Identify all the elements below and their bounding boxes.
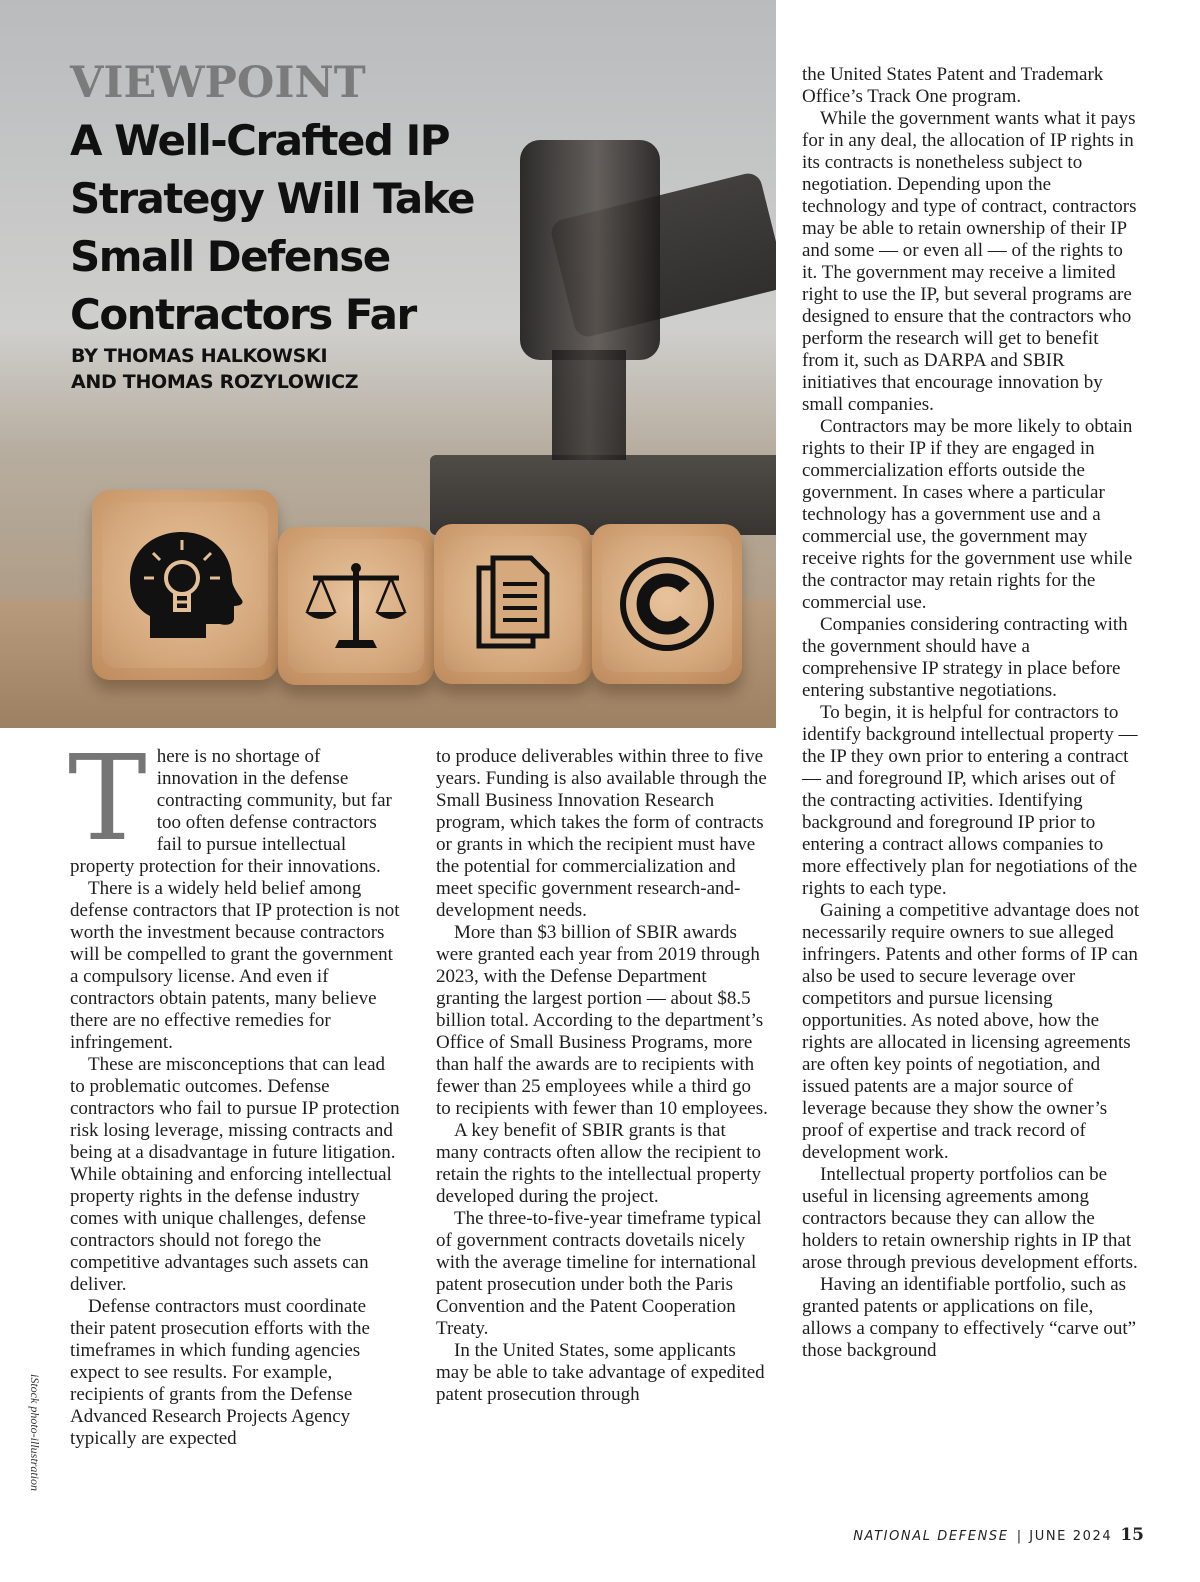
- lightbulb-head-icon: [120, 520, 250, 650]
- article-paragraph: A key benefit of SBIR grants is that many contracts often allow the recipient to retain the rights to the intellectual property developed during the project.: [436, 1120, 762, 1207]
- gavel-sound-block: [430, 455, 776, 535]
- wooden-cube-idea: [92, 490, 278, 680]
- article-paragraph: To begin, it is helpful for contractors to identify background intellectual property — the IP they own prior to entering a contract — and foreground IP, which arises out of the contracting activities. Identifying background and foreground IP prior to entering a contract allows companies to more effectively plan for negotiations of the rights to each type.: [802, 702, 1138, 899]
- scales-icon: [301, 556, 411, 656]
- byline: [71, 343, 358, 395]
- article-headline: A Well-Crafted IP Strategy Will Take Small Defense Contractors Far: [70, 116, 475, 339]
- copyright-icon: [615, 552, 719, 656]
- article-paragraph: the United States Patent and Trademark Office’s Track One program.: [802, 64, 1104, 107]
- footer-separator: |: [1016, 1529, 1022, 1544]
- wooden-cube-copyright: [592, 524, 742, 684]
- article-column-1: [68, 729, 402, 1450]
- byline-line: AND THOMAS ROZYLOWICZ: [71, 371, 359, 393]
- wooden-cube-justice: [278, 527, 434, 685]
- section-kicker: VIEWPOINT: [70, 58, 366, 108]
- article-paragraph: More than $3 billion of SBIR awards were granted each year from 2019 through 2023, with the Defense Department granting the largest portion — about $8.5 billion total. According to the department’s Office of Small Business Programs, more than half the awards are to recipients with fewer than 25 employees while a third go to recipients with fewer than 10 employees.: [436, 922, 768, 1119]
- article-paragraph: These are misconceptions that can lead to problematic outcomes. Defense contractors who fail to pursue IP protection risk losing leverage, missing contracts and being at a disadvantage in future litigation. While obtaining and enforcing intellectual property rights in the defense industry comes with unique challenges, defense contractors should not forego the competitive advantages such assets can deliver.: [70, 1054, 400, 1295]
- article-paragraph: In the United States, some applicants may be able to take advantage of expedited patent prosecution through: [436, 1340, 765, 1405]
- article-paragraph: Gaining a competitive advantage does not necessarily require owners to sue alleged infringers. Patents and other forms of IP can also be used to secure leverage over competitors and pursue licensing opportunities. As noted above, how the rights are allocated in licensing agreements are often key points of negotiation, and issued patents are a major source of leverage because they show the owner’s proof of expertise and track record of development work.: [802, 900, 1140, 1163]
- byline-line: BY THOMAS HALKOWSKI: [71, 345, 328, 367]
- page-number: 15: [1120, 1525, 1144, 1545]
- article-paragraph: There is a widely held belief among defense contractors that IP protection is not worth the investment because contractors will be compelled to grant the government a compulsory license. And even if contractors obtain patents, many believe there are no effective remedies for infringement.: [70, 878, 400, 1053]
- publication-name: NATIONAL DEFENSE: [853, 1529, 1009, 1544]
- article-paragraph: to produce deliverables within three to five years. Funding is also available through the Small Business Innovation Research program, which takes the form of contracts or grants in which the recipient must have the potential for commercialization and meet specific government research-and-development needs.: [436, 746, 767, 921]
- article-paragraph: Companies considering contracting with the government should have a comprehensive IP strategy in place before entering substantive negotiations.: [802, 614, 1128, 701]
- article-column-3: [802, 64, 1140, 1362]
- page-footer: [853, 1525, 1144, 1545]
- issue-date: JUNE 2024: [1029, 1529, 1113, 1544]
- document-icon: [473, 554, 553, 654]
- article-paragraph: Intellectual property portfolios can be useful in licensing agreements among contractors because they can allow the holders to retain ownership rights in IP that arose through previous development efforts.: [802, 1164, 1138, 1273]
- article-paragraph: Contractors may be more likely to obtain rights to their IP if they are engaged in commercialization efforts outside the government. In cases where a particular technology has a government use and a commercial use, the government may receive rights for the government use while the contractor may retain rights for the commercial use.: [802, 416, 1133, 613]
- hero-image: [0, 0, 776, 728]
- article-paragraph: There is no shortage of innovation in the defense contracting community, but far too often defense contractors fail to pursue intellectual property protection for their innovations.: [68, 729, 392, 877]
- article-column-2: [436, 746, 768, 1406]
- gavel-stem: [552, 350, 626, 460]
- article-paragraph: Having an identifiable portfolio, such as granted patents or applications on file, allows a company to effectively “carve out” those background: [802, 1274, 1137, 1361]
- photo-credit: iStock photo-illustration: [28, 1374, 42, 1491]
- article-paragraph: Defense contractors must coordinate their patent prosecution efforts with the timeframes in which funding agencies expect to see results. For example, recipients of grants from the Defense Advanced Research Projects Agency typically are expected: [70, 1296, 370, 1449]
- drop-cap: T: [68, 729, 147, 867]
- article-paragraph: The three-to-five-year timeframe typical of government contracts dovetails nicely with the average timeline for international patent prosecution under both the Paris Convention and the Patent Cooperation Treaty.: [436, 1208, 762, 1339]
- wooden-cube-document: [434, 524, 592, 684]
- article-paragraph: While the government wants what it pays for in any deal, the allocation of IP rights in its contracts is nonetheless subject to negotiation. Depending upon the technology and type of contract, contractors may be able to retain ownership of their IP and some — or even all — of the rights to it. The government may receive a limited right to use the IP, but several programs are designed to ensure that the contractors who perform the research will get to benefit from it, such as DARPA and SBIR initiatives that encourage innovation by small companies.: [802, 108, 1137, 415]
